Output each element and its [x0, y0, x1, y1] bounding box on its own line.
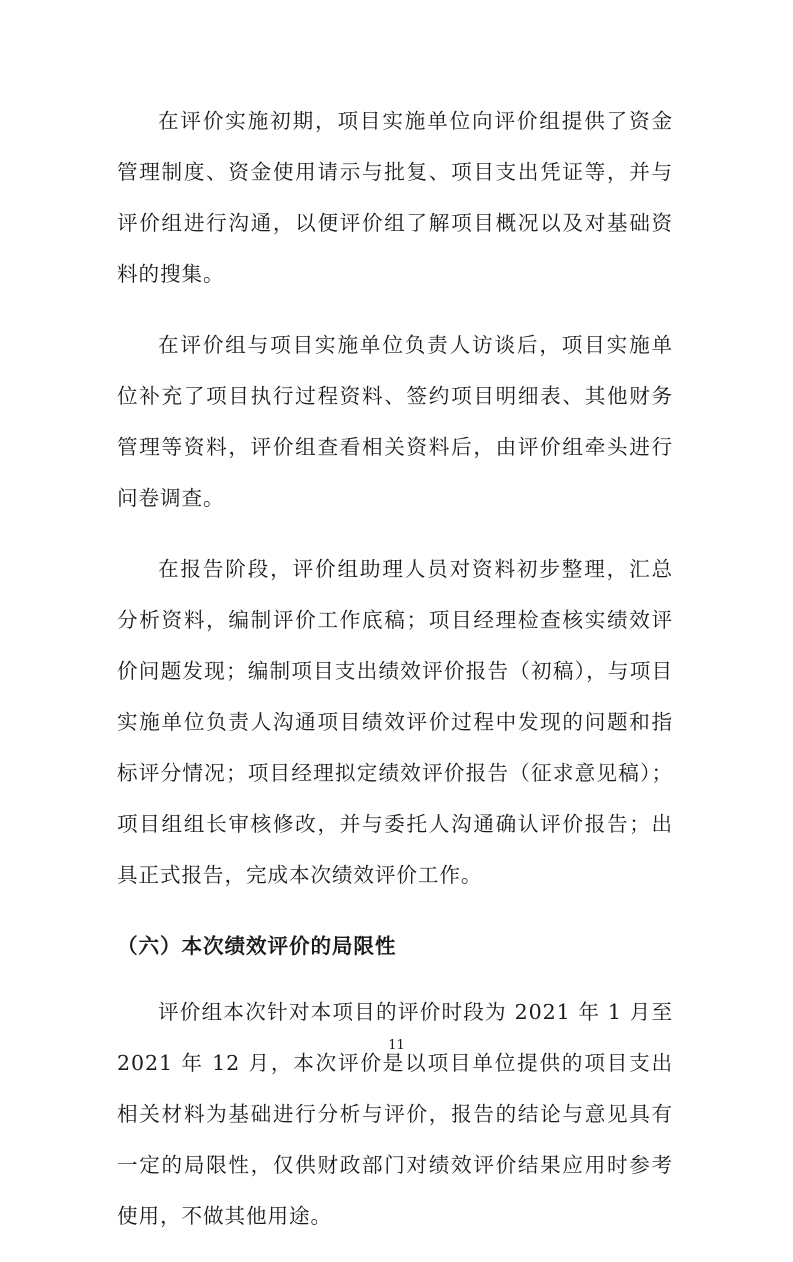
section-heading: （六）本次绩效评价的局限性 [117, 934, 397, 958]
page-content [117, 96, 673, 1262]
paragraph-limitations: 评价组本次针对本项目的评价时段为 2021 年 1 月至 2021 年 12 月，本次评价是以项目单位提供的项目支出相关材料为基础进行分析与评价，报告的结论与意见具有一定的局限性，仅供财政部门对绩效评价结果应用时参考使用，不做其他用途。 [117, 1000, 673, 1228]
paragraph-interview-phase: 在评价组与项目实施单位负责人访谈后，项目实施单位补充了项目执行过程资料、签约项目明细表、其他财务管理等资料，评价组查看相关资料后，由评价组牵头进行问卷调查。 [117, 333, 673, 510]
paragraph-initial-phase: 在评价实施初期，项目实施单位向评价组提供了资金管理制度、资金使用请示与批复、项目支出凭证等，并与评价组进行沟通，以便评价组了解项目概况以及对基础资料的搜集。 [117, 109, 673, 286]
paragraph-report-phase: 在报告阶段，评价组助理人员对资料初步整理，汇总分析资料，编制评价工作底稿；项目经理检查核实绩效评价问题发现；编制项目支出绩效评价报告（初稿），与项目实施单位负责人沟通项目绩效评价过程中发现的问题和指标评分情况；项目经理拟定绩效评价报告（征求意见稿）；项目组组长审核修改，并与委托人沟通确认评价报告；出具正式报告，完成本次绩效评价工作。 [117, 557, 673, 887]
page-number: 11 [388, 1038, 405, 1053]
